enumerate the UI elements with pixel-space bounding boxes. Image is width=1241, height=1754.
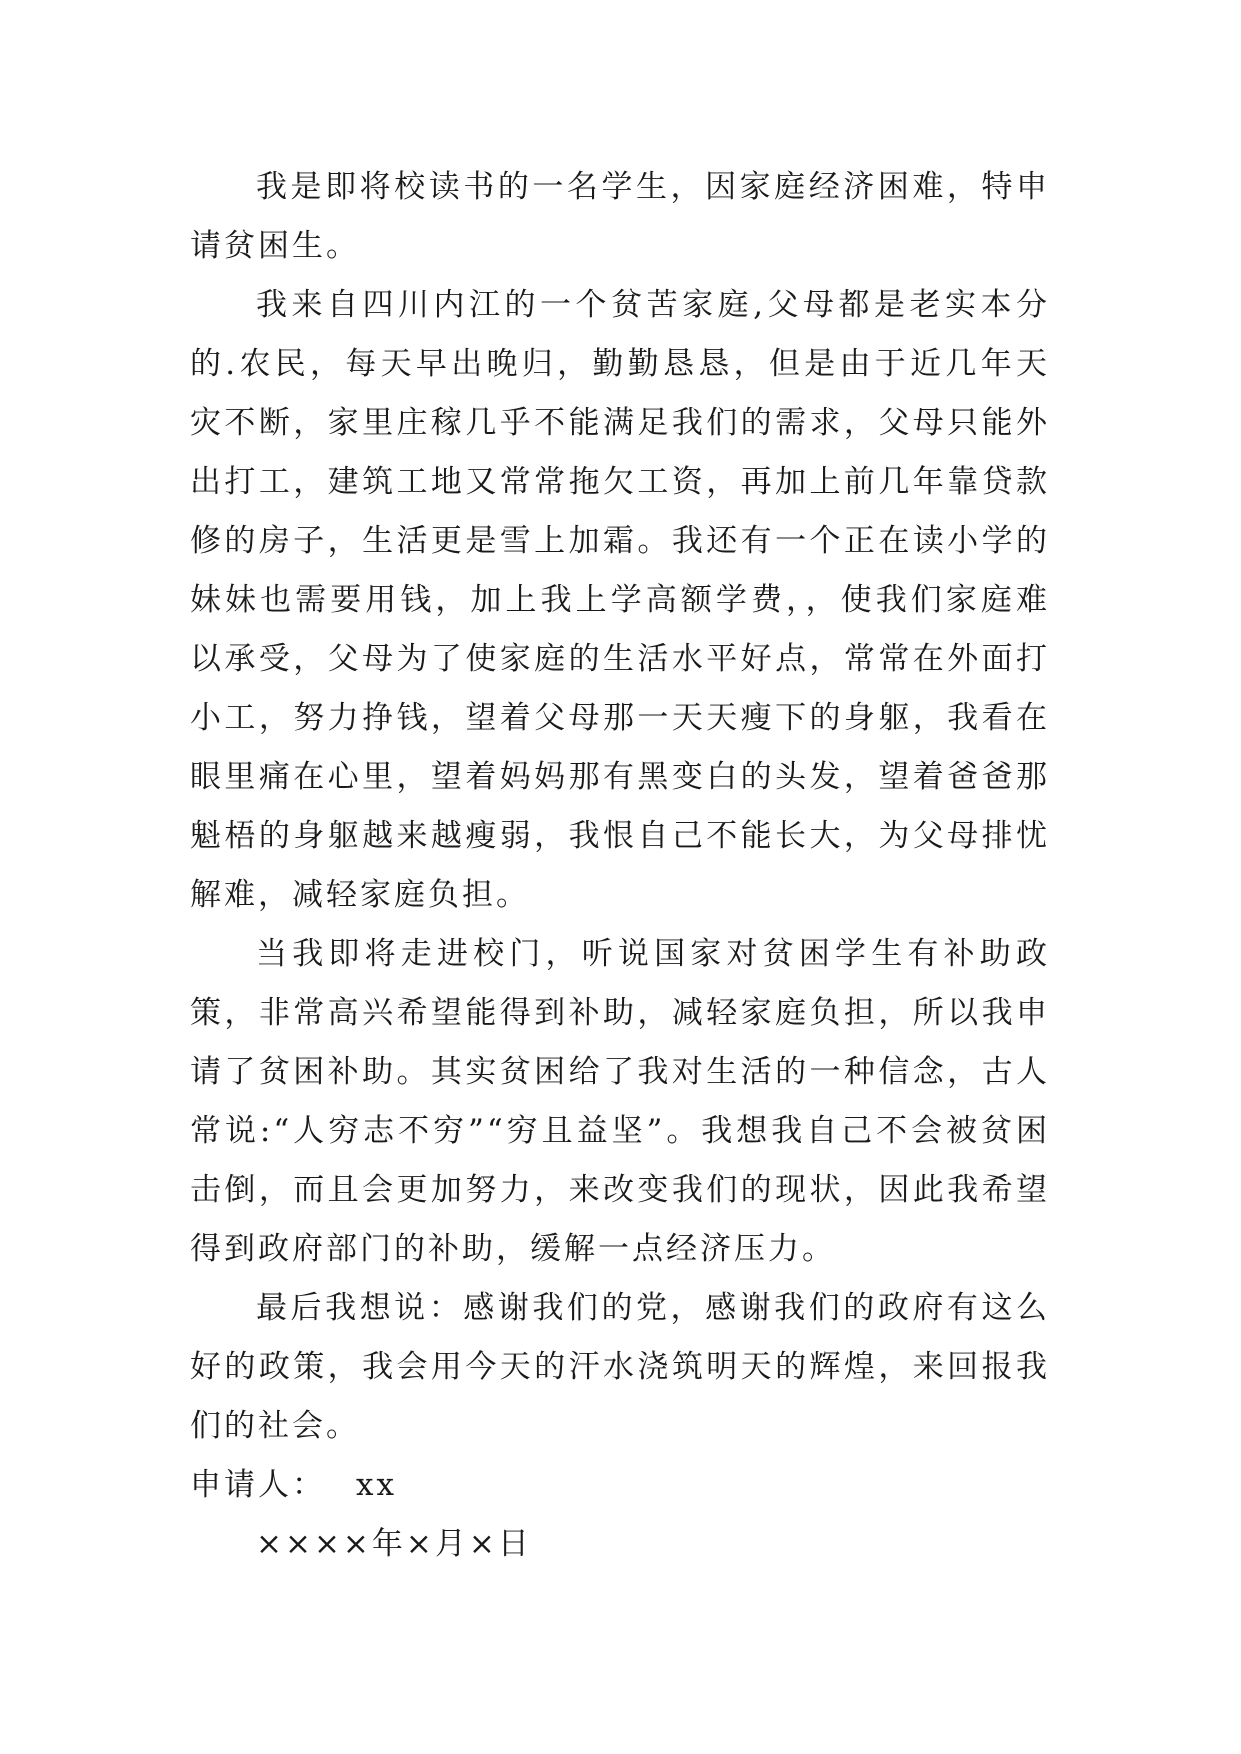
- signature-label: 申请人：: [190, 1467, 326, 1503]
- paragraph-subsidy-request: 当我即将走进校门，听说国家对贫困学生有补助政策，非常高兴希望能得到补助，减轻家庭负担，所以我申请了贫困补助。其实贫困给了我对生活的一种信念，古人常说:“人穷志不穷”“穷且益坚”。我想我自己不会被贫困击倒，而且会更加努力，来改变我们的现状，因此我希望得到政府部门的补助，缓解一点经济压力。: [190, 936, 1050, 1267]
- signature-name: xx: [356, 1467, 397, 1503]
- paragraph-family-background: 我来自四川内江的一个贫苦家庭,父母都是老实本分的.农民，每天早出晚归，勤勤恳恳，但是由于近几年天灾不断，家里庄稼几乎不能满足我们的需求，父母只能外出打工，建筑工地又常常拖欠工资，再加上前几年靠贷款修的房子，生活更是雪上加霜。我还有一个正在读小学的妹妹也需要用钱，加上我上学高额学费，，使我们家庭难以承受，父母为了使家庭的生活水平好点，常常在外面打小工，努力挣钱，望着父母那一天天瘦下的身躯，我看在眼里痛在心里，望着妈妈那有黑变白的头发，望着爸爸那魁梧的身躯越来越瘦弱，我恨自己不能长大，为父母排忧解难，减轻家庭负担。: [190, 287, 1050, 913]
- signature-line: [190, 1456, 1050, 1515]
- letter-body: [190, 158, 1050, 1574]
- paragraph-intro: 我是即将校读书的一名学生，因家庭经济困难，特申请贫困生。: [190, 169, 1050, 264]
- date-line: ××××年×月×日: [256, 1526, 532, 1562]
- paragraph-closing: 最后我想说：感谢我们的党，感谢我们的政府有这么好的政策，我会用今天的汗水浇筑明天的辉煌，来回报我们的社会。: [190, 1290, 1050, 1444]
